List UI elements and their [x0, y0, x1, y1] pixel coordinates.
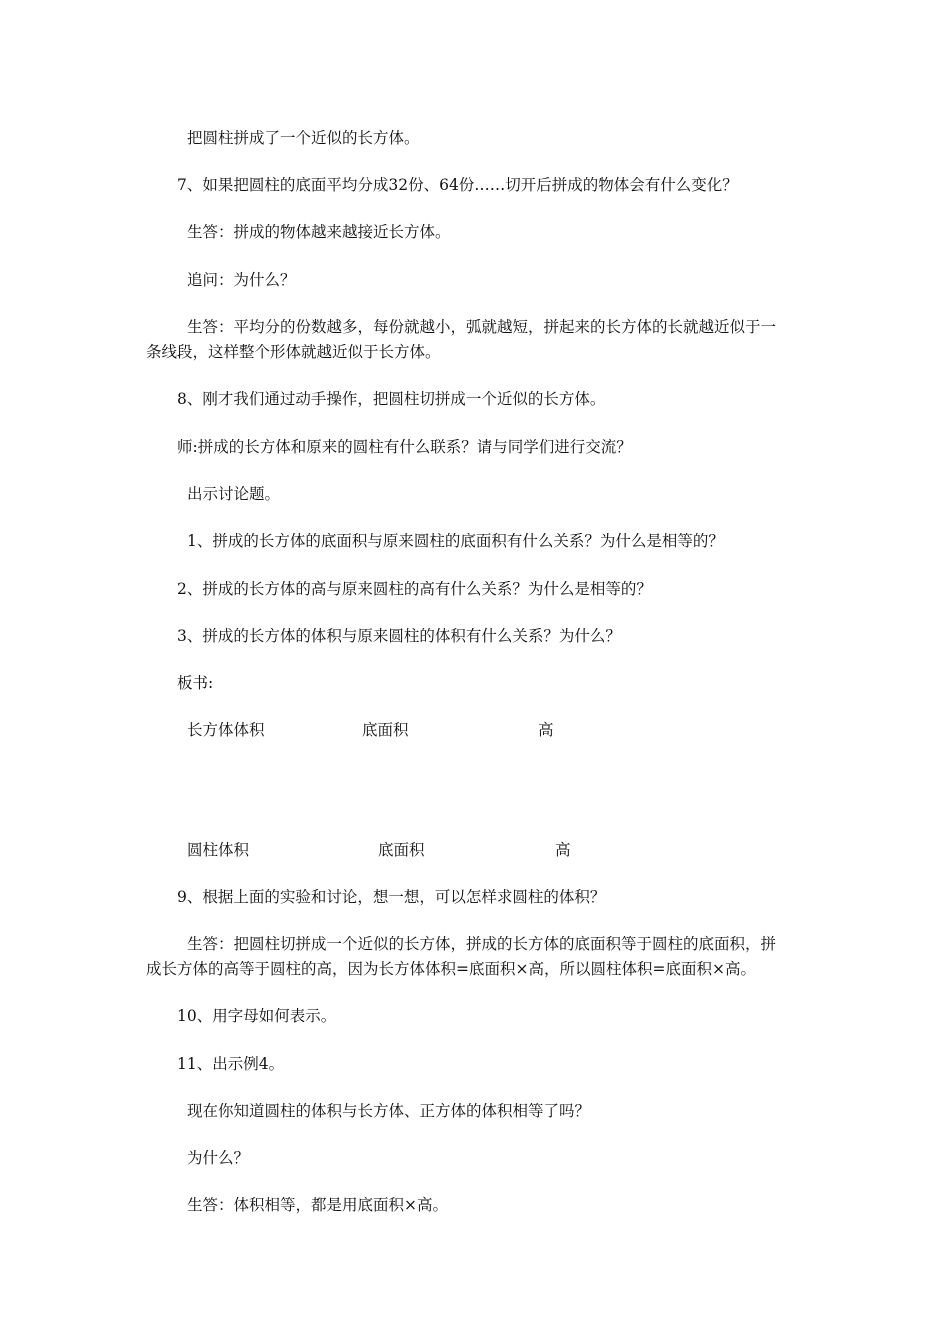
paragraph-line: 为什么？ [187, 1149, 250, 1167]
paragraph-line: 追问：为什么？ [187, 271, 296, 289]
paragraph-line: 生答：把圆柱切拼成一个近似的长方体，拼成的长方体的底面积等于圆柱的底面积，拼 [187, 935, 777, 953]
paragraph-line: 3、拼成的长方体的体积与原来圆柱的体积有什么关系？为什么？ [177, 627, 621, 645]
paragraph-line: 出示讨论题。 [187, 485, 281, 503]
paragraph-line: 成长方体的高等于圆柱的高，因为长方体体积=底面积×高，所以圆柱体积=底面积×高。 [146, 960, 756, 978]
board-text: 长方体体积 [187, 721, 265, 739]
paragraph-line: 师:拼成的长方体和原来的圆柱有什么联系？请与同学们进行交流？ [177, 438, 632, 456]
paragraph-line: 1、拼成的长方体的底面积与原来圆柱的底面积有什么关系？为什么是相等的？ [187, 532, 724, 550]
board-text: 底面积 [362, 721, 409, 739]
paragraph-line: 生答：拼成的物体越来越接近长方体。 [187, 223, 451, 241]
paragraph-line: 10、用字母如何表示。 [177, 1007, 337, 1025]
paragraph-line: 把圆柱拼成了一个近似的长方体。 [187, 129, 420, 147]
paragraph-line: 现在你知道圆柱的体积与长方体、正方体的体积相等了吗？ [187, 1102, 591, 1120]
board-text: 高 [538, 721, 554, 739]
paragraph-line: 11、出示例4。 [177, 1055, 285, 1073]
paragraph-line: 板书: [177, 674, 214, 692]
paragraph-line: 生答：体积相等，都是用底面积×高。 [187, 1196, 448, 1214]
paragraph-line: 生答：平均分的份数越多，每份就越小，弧就越短，拼起来的长方体的长就越近似于一 [187, 318, 777, 336]
board-text: 圆柱体积 [187, 841, 250, 859]
paragraph-line: 7、如果把圆柱的底面平均分成32份、64份……切开后拼成的物体会有什么变化？ [177, 176, 738, 194]
board-text: 高 [555, 841, 571, 859]
paragraph-line: 8、刚才我们通过动手操作，把圆柱切拼成一个近似的长方体。 [177, 390, 606, 408]
board-text: 底面积 [378, 841, 425, 859]
paragraph-line: 9、根据上面的实验和讨论，想一想，可以怎样求圆柱的体积？ [177, 888, 606, 906]
paragraph-line: 条线段，这样整个形体就越近似于长方体。 [146, 343, 441, 361]
paragraph-line: 2、拼成的长方体的高与原来圆柱的高有什么关系？为什么是相等的？ [177, 580, 652, 598]
